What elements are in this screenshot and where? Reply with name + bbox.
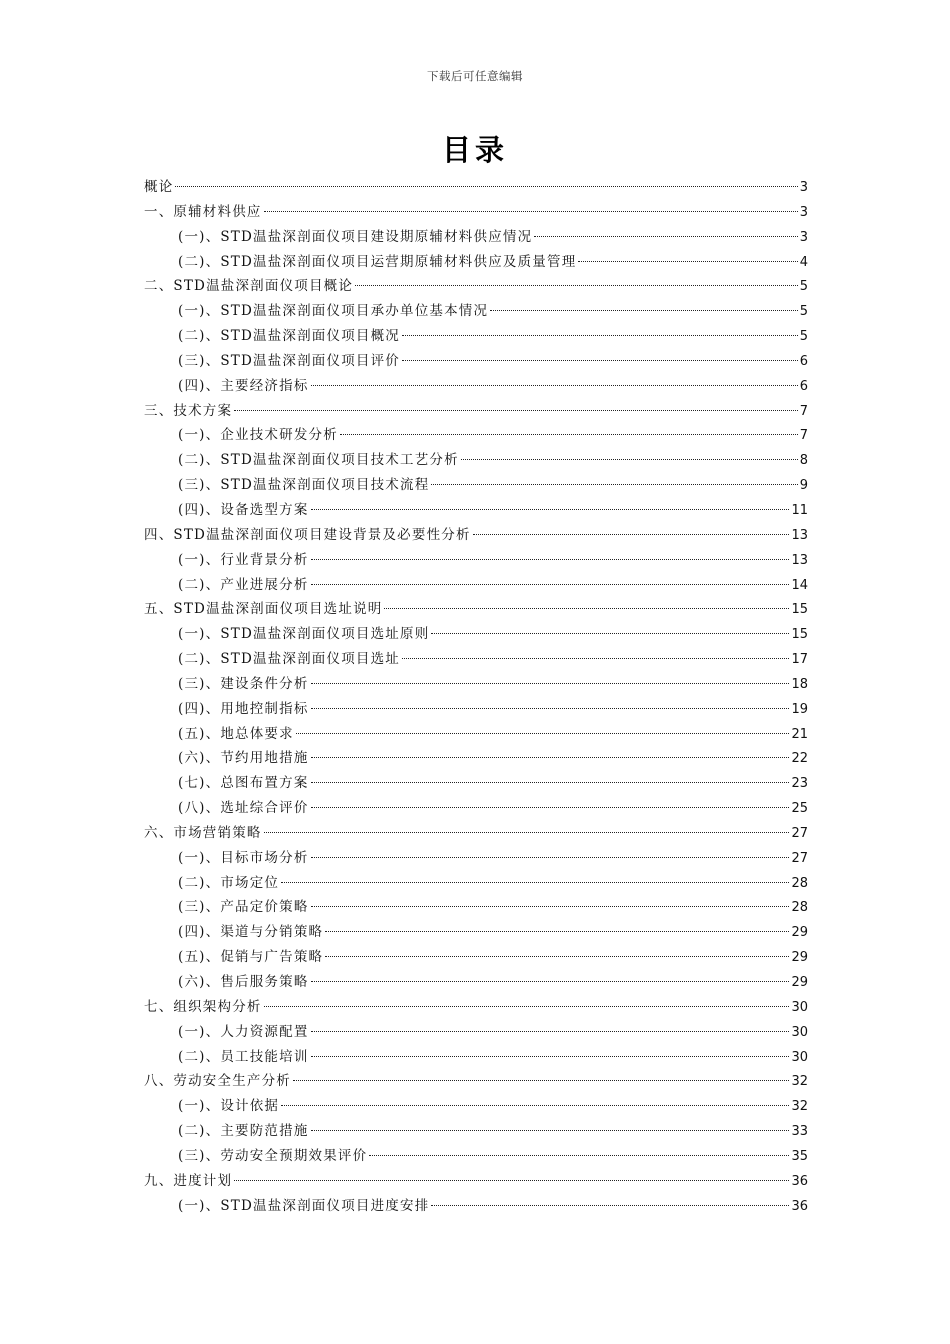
- dot-leader: [369, 1155, 789, 1156]
- dot-leader: [431, 1205, 789, 1206]
- toc-section-entry[interactable]: [144, 200, 808, 225]
- toc-page-number: 27: [791, 825, 808, 841]
- toc-entry-label: (五)、促销与广告策略: [178, 949, 324, 966]
- dot-leader: [311, 807, 790, 808]
- toc-page-number: 6: [799, 378, 808, 394]
- toc-entry-label: (四)、用地控制指标: [178, 700, 309, 717]
- toc-page-number: 3: [799, 180, 808, 195]
- dot-leader: [281, 1105, 789, 1106]
- toc-page-number: 36: [791, 1173, 808, 1189]
- toc-subsection-entry[interactable]: [144, 871, 808, 896]
- table-of-contents: [144, 175, 808, 1218]
- toc-page-number: 13: [791, 527, 808, 543]
- toc-entry-label: (二)、员工技能培训: [178, 1048, 309, 1065]
- toc-page-number: 21: [791, 726, 808, 742]
- toc-subsection-entry[interactable]: [144, 647, 808, 672]
- toc-page-number: 30: [791, 999, 808, 1015]
- toc-entry-label: 六、市场营销策略: [144, 824, 262, 841]
- toc-page-number: 27: [791, 850, 808, 866]
- toc-section-entry[interactable]: [144, 1069, 808, 1094]
- toc-page-number: 23: [791, 776, 808, 792]
- toc-subsection-entry[interactable]: [144, 324, 808, 349]
- dot-leader: [490, 310, 798, 311]
- dot-leader: [311, 757, 790, 758]
- page-title: 目录: [441, 133, 508, 167]
- toc-subsection-entry[interactable]: [144, 622, 808, 647]
- dot-leader: [311, 782, 790, 783]
- dot-leader: [311, 385, 798, 386]
- toc-page-number: 36: [791, 1198, 808, 1214]
- toc-entry-label: 四、STD温盐深剖面仪项目建设背景及必要性分析: [144, 526, 471, 543]
- toc-subsection-entry[interactable]: [144, 473, 808, 498]
- dot-leader: [402, 658, 789, 659]
- dot-leader: [264, 832, 790, 833]
- toc-entry-label: (一)、STD温盐深剖面仪项目进度安排: [178, 1197, 430, 1214]
- toc-page-number: 32: [791, 1099, 808, 1115]
- toc-page-number: 28: [791, 900, 808, 916]
- toc-page-number: 11: [791, 502, 808, 518]
- toc-entry-label: (二)、主要防范措施: [178, 1123, 309, 1140]
- toc-subsection-entry[interactable]: [144, 722, 808, 747]
- toc-page-number: 15: [791, 627, 808, 643]
- dot-leader: [311, 683, 790, 684]
- dot-leader: [355, 285, 798, 286]
- toc-page-number: 17: [791, 652, 808, 668]
- toc-subsection-entry[interactable]: [144, 846, 808, 871]
- toc-page-number: 29: [791, 975, 808, 990]
- toc-entry-label: (一)、STD温盐深剖面仪项目选址原则: [178, 626, 430, 643]
- toc-page-number: 8: [799, 453, 808, 469]
- toc-entry-label: (一)、人力资源配置: [178, 1023, 309, 1040]
- dot-leader: [578, 261, 797, 262]
- toc-entry-label: (四)、设备选型方案: [178, 501, 309, 518]
- toc-subsection-entry[interactable]: [144, 672, 808, 697]
- dot-leader: [325, 956, 789, 957]
- toc-entry-label: (八)、选址综合评价: [178, 800, 309, 817]
- dot-leader: [311, 981, 790, 982]
- toc-entry-label: (三)、STD温盐深剖面仪项目技术流程: [178, 477, 430, 494]
- toc-subsection-entry[interactable]: [144, 895, 808, 920]
- toc-page-number: 30: [791, 1024, 808, 1040]
- toc-page-number: 25: [791, 801, 808, 817]
- toc-entry-label: (一)、企业技术研发分析: [178, 427, 338, 444]
- toc-page-number: 3: [799, 204, 808, 220]
- toc-entry-label: (一)、STD温盐深剖面仪项目承办单位基本情况: [178, 303, 489, 320]
- toc-subsection-entry[interactable]: [144, 250, 808, 275]
- toc-entry-label: (四)、主要经济指标: [178, 377, 309, 394]
- toc-subsection-entry[interactable]: [144, 1094, 808, 1119]
- toc-entry-label: (六)、节约用地措施: [178, 750, 309, 767]
- toc-entry-label: 九、进度计划: [144, 1172, 233, 1189]
- toc-page-number: 4: [799, 254, 808, 270]
- toc-entry-label: (一)、目标市场分析: [178, 849, 309, 866]
- toc-entry-label: (三)、建设条件分析: [178, 675, 309, 692]
- dot-leader: [234, 410, 798, 411]
- dot-leader: [293, 1080, 789, 1081]
- toc-entry-label: 概论: [144, 179, 174, 195]
- header-note: 下载后可任意编辑: [427, 69, 523, 83]
- toc-entry-label: (三)、STD温盐深剖面仪项目评价: [178, 352, 401, 369]
- toc-subsection-entry[interactable]: [144, 299, 808, 324]
- toc-entry-label: (二)、STD温盐深剖面仪项目技术工艺分析: [178, 452, 459, 469]
- toc-entry-label: (四)、渠道与分销策略: [178, 924, 324, 941]
- toc-subsection-entry[interactable]: [144, 448, 808, 473]
- toc-page-number: 9: [799, 478, 808, 494]
- toc-page-number: 13: [791, 552, 808, 568]
- toc-entry-label: 二、STD温盐深剖面仪项目概论: [144, 278, 354, 295]
- toc-subsection-entry[interactable]: [144, 697, 808, 722]
- dot-leader: [431, 484, 797, 485]
- dot-leader: [234, 1180, 789, 1181]
- dot-leader: [311, 509, 790, 510]
- toc-entry-label: 三、技术方案: [144, 402, 233, 419]
- toc-entry-label: 七、组织架构分析: [144, 998, 262, 1015]
- toc-page-number: 5: [799, 329, 808, 345]
- toc-section-entry[interactable]: [144, 274, 808, 299]
- toc-page-number: 5: [799, 304, 808, 320]
- toc-subsection-entry[interactable]: [144, 349, 808, 374]
- toc-entry-label: 一、原辅材料供应: [144, 203, 262, 220]
- dot-leader: [311, 1056, 790, 1057]
- toc-section-entry[interactable]: [144, 597, 808, 622]
- toc-entry-label: (一)、行业背景分析: [178, 551, 309, 568]
- dot-leader: [264, 1006, 790, 1007]
- toc-section-entry[interactable]: [144, 821, 808, 846]
- dot-leader: [311, 906, 790, 907]
- toc-subsection-entry[interactable]: [144, 1194, 808, 1219]
- toc-entry-label: (二)、STD温盐深剖面仪项目概况: [178, 328, 401, 345]
- toc-page-number: 32: [791, 1074, 808, 1090]
- toc-subsection-entry[interactable]: [144, 945, 808, 970]
- toc-section-entry[interactable]: [144, 995, 808, 1020]
- dot-leader: [534, 236, 797, 237]
- toc-section-entry[interactable]: [144, 399, 808, 424]
- dot-leader: [461, 459, 798, 460]
- toc-section-entry[interactable]: [144, 523, 808, 548]
- toc-entry-label: (二)、STD温盐深剖面仪项目选址: [178, 651, 401, 668]
- toc-subsection-entry[interactable]: [144, 498, 808, 523]
- dot-leader: [311, 1130, 790, 1131]
- toc-entry-label: 五、STD温盐深剖面仪项目选址说明: [144, 601, 383, 618]
- dot-leader: [402, 360, 798, 361]
- toc-page-number: 30: [791, 1049, 808, 1065]
- toc-subsection-entry[interactable]: [144, 548, 808, 573]
- dot-leader: [311, 559, 790, 560]
- toc-page-number: 5: [799, 279, 808, 295]
- toc-subsection-entry[interactable]: [144, 225, 808, 250]
- dot-leader: [311, 708, 790, 709]
- dot-leader: [340, 434, 798, 435]
- toc-page-number: 19: [791, 701, 808, 717]
- dot-leader: [384, 608, 789, 609]
- dot-leader: [311, 1031, 790, 1032]
- toc-page-number: 29: [791, 950, 808, 966]
- toc-entry-label: (一)、设计依据: [178, 1098, 280, 1115]
- toc-subsection-entry[interactable]: [144, 423, 808, 448]
- dot-leader: [311, 857, 790, 858]
- dot-leader: [473, 534, 790, 535]
- toc-subsection-entry[interactable]: [144, 374, 808, 399]
- toc-page-number: 14: [791, 577, 808, 593]
- toc-entry-label: 八、劳动安全生产分析: [144, 1073, 291, 1090]
- dot-leader: [281, 882, 789, 883]
- toc-entry-label: (二)、市场定位: [178, 874, 280, 891]
- toc-subsection-entry[interactable]: [144, 1119, 808, 1144]
- toc-entry-label: (三)、劳动安全预期效果评价: [178, 1147, 368, 1164]
- toc-subsection-entry[interactable]: [144, 1045, 808, 1070]
- toc-page-number: 35: [791, 1148, 808, 1164]
- toc-subsection-entry[interactable]: [144, 920, 808, 945]
- dot-leader: [325, 931, 789, 932]
- toc-entry-label: (六)、售后服务策略: [178, 974, 309, 990]
- toc-entry-label: (二)、STD温盐深剖面仪项目运营期原辅材料供应及质量管理: [178, 253, 577, 270]
- toc-section-entry[interactable]: [144, 1169, 808, 1194]
- toc-entry-label: (七)、总图布置方案: [178, 775, 309, 792]
- toc-subsection-entry[interactable]: [144, 573, 808, 598]
- toc-page-number: 6: [799, 353, 808, 369]
- toc-page-number: 28: [791, 875, 808, 891]
- toc-page-number: 3: [799, 229, 808, 245]
- toc-entry-label: (五)、地总体要求: [178, 725, 294, 742]
- toc-page-number: 7: [799, 428, 808, 444]
- toc-subsection-entry[interactable]: [144, 796, 808, 821]
- toc-subsection-entry[interactable]: [144, 970, 808, 995]
- toc-subsection-entry[interactable]: [144, 1020, 808, 1045]
- toc-page-number: 33: [791, 1124, 808, 1140]
- dot-leader: [175, 186, 797, 187]
- toc-entry-label: (三)、产品定价策略: [178, 899, 309, 916]
- dot-leader: [402, 335, 798, 336]
- toc-page-number: 7: [799, 403, 808, 419]
- toc-subsection-entry[interactable]: [144, 771, 808, 796]
- toc-subsection-entry[interactable]: [144, 1144, 808, 1169]
- toc-subsection-entry[interactable]: [144, 746, 808, 771]
- dot-leader: [264, 211, 798, 212]
- toc-section-entry[interactable]: [144, 175, 808, 200]
- dot-leader: [296, 733, 790, 734]
- toc-page-number: 18: [791, 676, 808, 692]
- toc-entry-label: (二)、产业进展分析: [178, 576, 309, 593]
- toc-page-number: 15: [791, 602, 808, 618]
- dot-leader: [431, 633, 789, 634]
- toc-entry-label: (一)、STD温盐深剖面仪项目建设期原辅材料供应情况: [178, 228, 533, 245]
- toc-page-number: 29: [791, 925, 808, 941]
- dot-leader: [311, 584, 790, 585]
- toc-page-number: 22: [791, 751, 808, 767]
